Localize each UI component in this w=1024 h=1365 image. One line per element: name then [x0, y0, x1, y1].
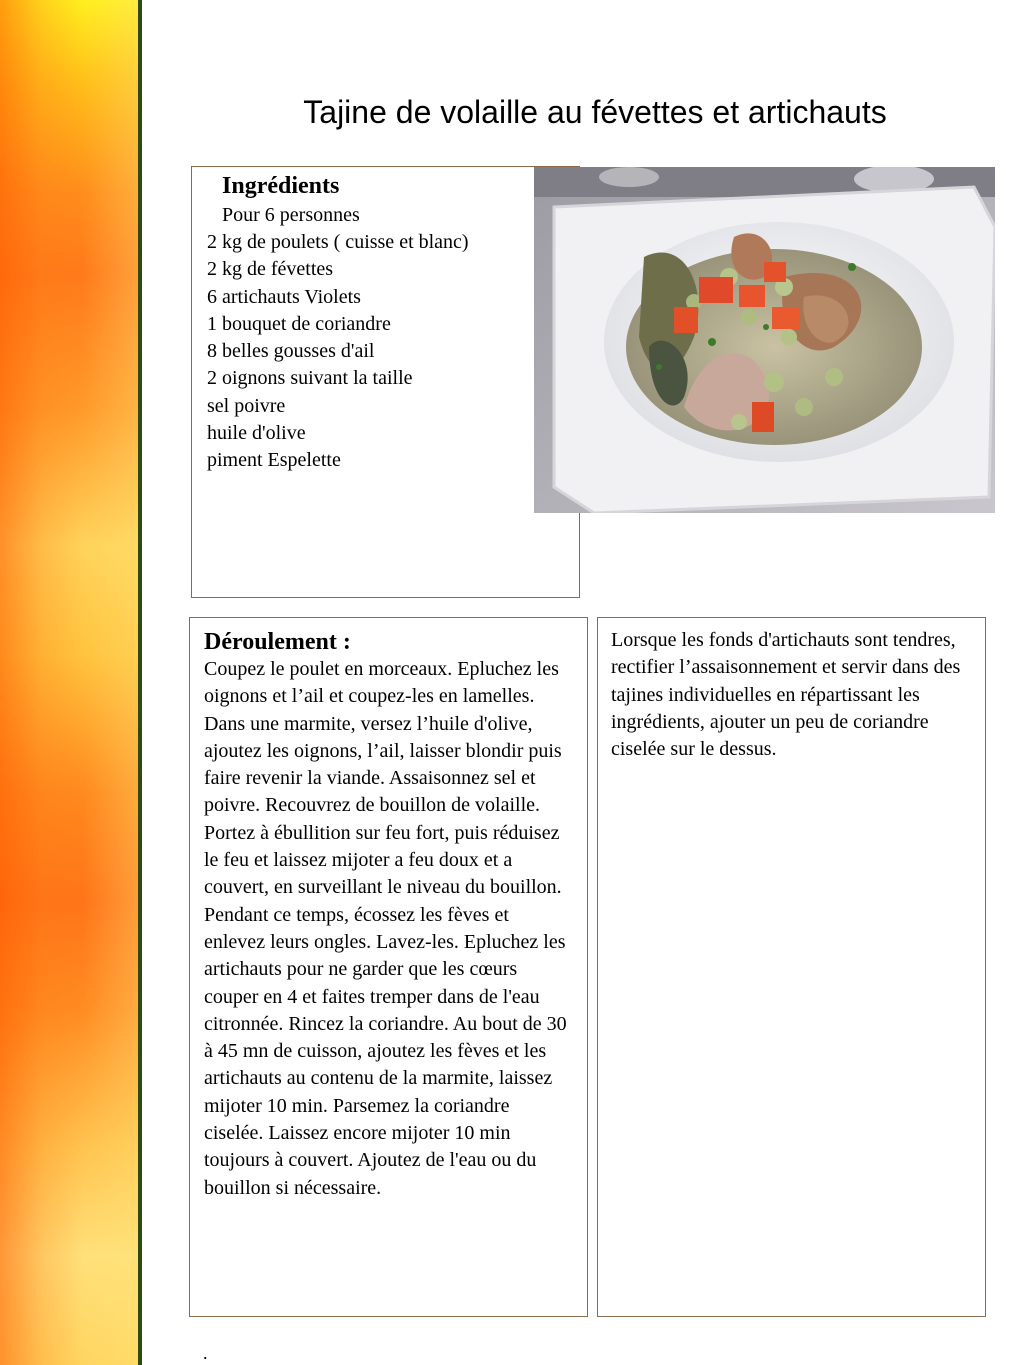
decorative-side-band	[0, 0, 138, 1365]
ingredients-list	[207, 229, 469, 475]
ingredient-item: 1 bouquet de coriandre	[207, 312, 391, 335]
ingredient-item: sel poivre	[207, 394, 286, 417]
ingredients-heading: Ingrédients	[222, 173, 340, 199]
ingredient-item: 2 kg de févettes	[207, 258, 334, 281]
ingredient-item: 2 oignons suivant la taille	[207, 367, 413, 390]
ingredient-item: huile d'olive	[207, 422, 306, 445]
recipe-title: Tajine de volaille au févettes et artichauts	[303, 94, 887, 130]
ingredient-item: 8 belles gousses d'ail	[207, 340, 375, 363]
finishing-box	[597, 617, 986, 1317]
ingredient-item: 2 kg de poulets ( cuisse et blanc)	[207, 231, 469, 253]
steps-heading: Déroulement :	[204, 629, 351, 655]
finishing-text: Lorsque les fonds d'artichauts sont tendres, rectifier l’assaisonnement et servir dans des tajines individuelles en répartissant les ingrédients, ajouter un peu de coriandre ciselée sur le dessus.	[611, 629, 961, 761]
ingredient-item: 6 artichauts Violets	[207, 285, 361, 308]
steps-box	[189, 617, 588, 1317]
servings-text: Pour 6 personnes	[222, 204, 360, 226]
footer-mark: .	[203, 1343, 208, 1363]
dish-photo	[534, 167, 995, 513]
steps-text: Coupez le poulet en morceaux. Epluchez les oignons et l’ail et coupez-les en lamelles. Dans une marmite, versez l’huile d'olive, ajoutez les oignons, l’ail, laisser blondir puis faire revenir la viande. Assaisonnez sel et poivre. Recouvrez de bouillon de volaille. Portez à ébullition sur feu fort, puis réduisez le feu et laissez mijoter a feu doux et a couvert, en surveillant le niveau du bouillon. Pendant ce temps, écossez les fèves et enlevez leurs ongles. Lavez-les. Epluchez les artichauts pour ne garder que les cœurs couper en 4 et faites tremper dans de l'eau citronnée. Rincez la coriandre. Au bout de 30 à 45 mn de cuisson, ajoutez les fèves et les artichauts au contenu de la marmite, laissez mijoter 10 min. Parsemez la coriandre ciselée. Laissez encore mijoter 10 min toujours à couvert. Ajoutez de l'eau ou du bouillon si nécessaire.	[204, 658, 567, 1199]
side-divider-line	[138, 0, 142, 1365]
ingredient-item: piment Espelette	[207, 449, 341, 472]
ingredients-box	[191, 166, 580, 598]
